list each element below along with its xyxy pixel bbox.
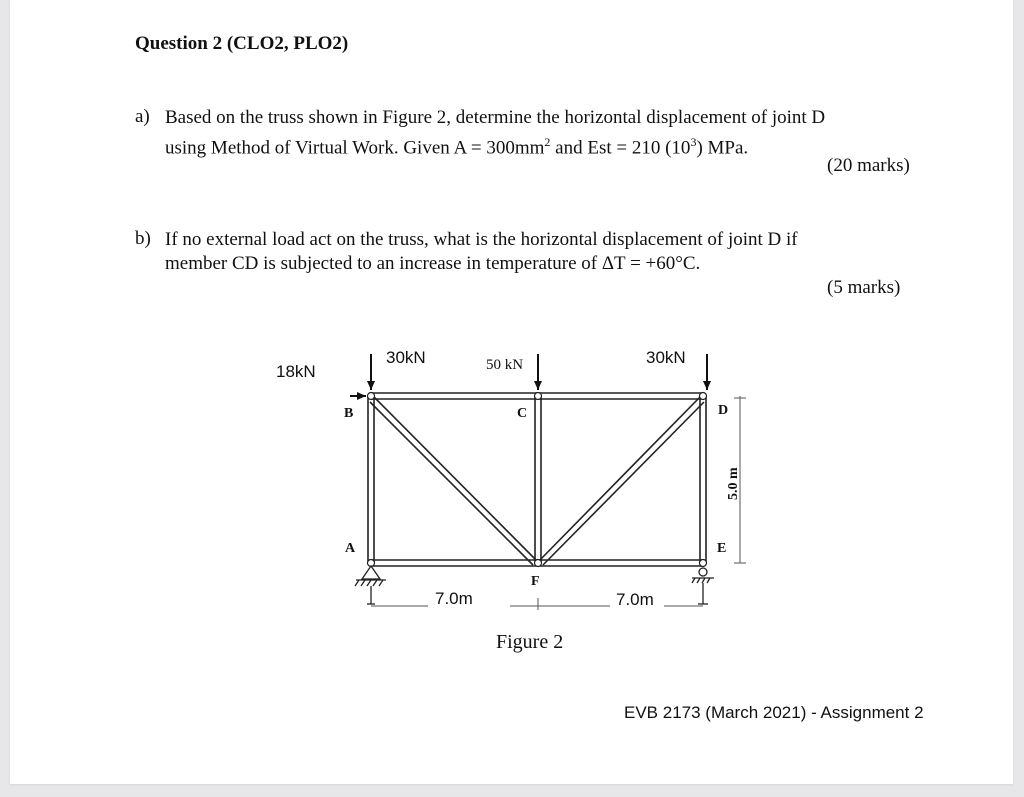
roller-support-e bbox=[692, 568, 714, 604]
load-label-30kn-d: 30kN bbox=[646, 348, 686, 367]
pin-support-a bbox=[355, 566, 386, 604]
joint-label-b: B bbox=[344, 406, 354, 421]
document-page bbox=[10, 0, 1013, 784]
part-a-line2-suffix: ) MPa. bbox=[696, 137, 749, 159]
joint-d bbox=[700, 393, 707, 400]
joint-label-f: F bbox=[531, 574, 540, 589]
joints bbox=[368, 393, 707, 567]
part-b-label: b) bbox=[135, 228, 151, 249]
joint-label-d: D bbox=[718, 403, 729, 418]
joint-label-c: C bbox=[517, 406, 528, 421]
load-label-18kn: 18kN bbox=[276, 362, 316, 381]
dim-label-left: 7.0m bbox=[435, 589, 473, 608]
part-a-sup-area: 2 bbox=[544, 135, 551, 149]
question-title: Question 2 (CLO2, PLO2) bbox=[135, 33, 349, 54]
joint-label-a: A bbox=[345, 541, 356, 556]
part-b-line2: member CD is subjected to an increase in temperature of ΔT = +60°C. bbox=[165, 253, 701, 274]
part-b-line1: If no external load act on the truss, what is the horizontal displacement of joint D if bbox=[165, 229, 798, 250]
dimension-lines bbox=[371, 396, 746, 610]
member-df bbox=[537, 397, 704, 565]
part-b-marks: (5 marks) bbox=[827, 277, 901, 298]
joint-c bbox=[535, 393, 542, 400]
truss-figure bbox=[10, 0, 1013, 784]
footer-text: EVB 2173 (March 2021) - Assignment 2 bbox=[624, 703, 924, 722]
load-label-30kn-b: 30kN bbox=[386, 348, 426, 367]
member-ab bbox=[368, 396, 374, 563]
dim-label-height: 5.0 m bbox=[726, 467, 741, 500]
part-a-line2-prefix: using Method of Virtual Work. Given A = 300mm bbox=[165, 137, 545, 159]
figure-caption: Figure 2 bbox=[496, 631, 564, 653]
joint-f bbox=[535, 560, 542, 567]
joint-e bbox=[700, 560, 707, 567]
part-a-sup-exp: 3 bbox=[690, 135, 697, 149]
truss-members bbox=[368, 393, 706, 566]
joint-b bbox=[368, 393, 375, 400]
part-a-line2-mid: and Est = 210 (10 bbox=[550, 137, 691, 159]
load-label-50kn-c: 50 kN bbox=[486, 357, 524, 373]
member-bf bbox=[370, 397, 539, 565]
part-a-marks: (20 marks) bbox=[827, 155, 910, 176]
part-a-line1: Based on the truss shown in Figure 2, determine the horizontal displacement of joint D bbox=[165, 107, 826, 128]
part-a-label: a) bbox=[135, 106, 150, 127]
dim-label-right: 7.0m bbox=[616, 590, 654, 609]
member-cf bbox=[535, 396, 541, 563]
member-de bbox=[700, 396, 706, 563]
joint-label-e: E bbox=[717, 541, 727, 556]
